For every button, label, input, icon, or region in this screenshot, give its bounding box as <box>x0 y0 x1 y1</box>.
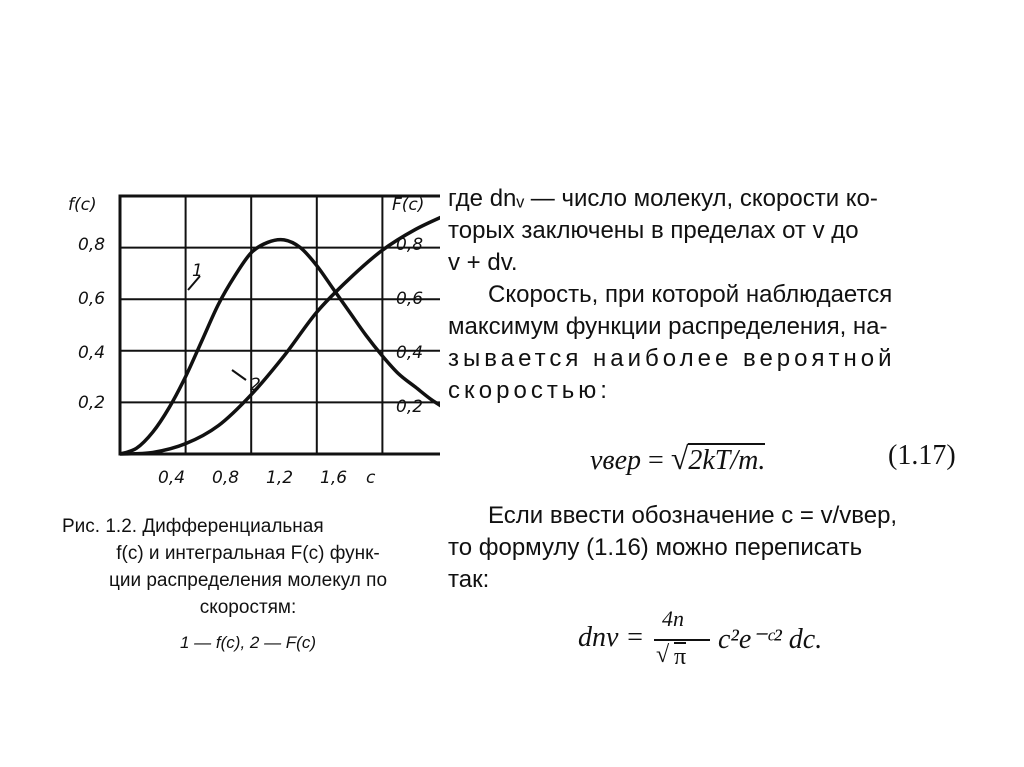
text-line: v + dv. <box>448 249 518 276</box>
series-line-1 <box>120 240 440 454</box>
text-line: Скорость, при которой наблюдается <box>488 281 893 308</box>
formula-lhs: vвер <box>590 445 642 476</box>
formula-rest: c²e⁻ᶜ² dc. <box>718 624 823 655</box>
caption-line: Рис. 1.2. Дифференциальная <box>62 516 324 537</box>
y-left-tick-label: 0,2 <box>78 393 106 413</box>
y-right-tick-label: 0,8 <box>396 235 424 255</box>
text-line: торых заключены в пределах от v до <box>448 217 859 244</box>
y-left-axis-label: f(c) <box>68 195 97 215</box>
equation-number: (1.17) <box>888 440 956 471</box>
series-line-2 <box>120 214 440 454</box>
caption-line: f(c) и интегральная F(c) функ- <box>116 543 380 564</box>
fraction-bar <box>654 639 710 641</box>
text-line: максимум функции распределения, на- <box>448 313 888 340</box>
x-tick-label: 1,2 <box>266 468 294 488</box>
formula-radicand: 2kT/m. <box>688 445 766 476</box>
text-line: скоростью: <box>448 377 611 404</box>
fraction-numerator: 4n <box>662 606 684 631</box>
x-tick-label: 0,4 <box>158 468 186 488</box>
y-left-tick-label: 0,8 <box>78 235 106 255</box>
curve-2-pointer <box>232 370 246 380</box>
formula-eq: = <box>648 445 664 476</box>
distribution-figure <box>60 180 440 500</box>
sqrt-sign: √ <box>656 642 670 668</box>
text-line: зывается наиболее вероятной <box>448 345 896 372</box>
y-right-tick-label: 0,6 <box>396 289 424 309</box>
text-line: где dnᵥ — число молекул, скорости ко- <box>448 185 878 212</box>
caption-legend: 1 — f(c), 2 — F(c) <box>180 633 316 652</box>
y-left-tick-label: 0,6 <box>78 289 106 309</box>
sqrt-sign: √ <box>670 440 689 476</box>
fraction-denominator: π <box>674 644 687 670</box>
plot-frame <box>120 196 440 454</box>
x-axis-label: c <box>366 468 376 488</box>
curve-2-label: 2 <box>250 375 261 395</box>
chart-grid <box>120 196 440 454</box>
curve-1-label: 1 <box>192 261 203 281</box>
distribution-chart <box>60 180 440 500</box>
body-text-2 <box>448 500 968 596</box>
y-right-axis-label: F(c) <box>392 195 425 215</box>
text-line: то формулу (1.16) можно переписать <box>448 534 863 561</box>
formula-1-17 <box>590 440 765 477</box>
body-text <box>448 183 968 407</box>
caption-line: скоростям: <box>199 597 297 618</box>
formula-lhs: dnv = <box>578 622 645 653</box>
chart-curves <box>120 214 440 454</box>
caption-line: ции распределения молекул по <box>108 570 388 591</box>
x-tick-label: 0,8 <box>212 468 240 488</box>
text-line: Если ввести обозначение c = v/vвер, <box>488 502 898 529</box>
x-tick-label: 1,6 <box>320 468 348 488</box>
text-line: так: <box>448 566 490 593</box>
y-right-tick-label: 0,2 <box>396 397 424 417</box>
figure-caption <box>62 513 434 656</box>
y-right-tick-label: 0,4 <box>396 343 424 363</box>
y-left-tick-label: 0,4 <box>78 343 106 363</box>
